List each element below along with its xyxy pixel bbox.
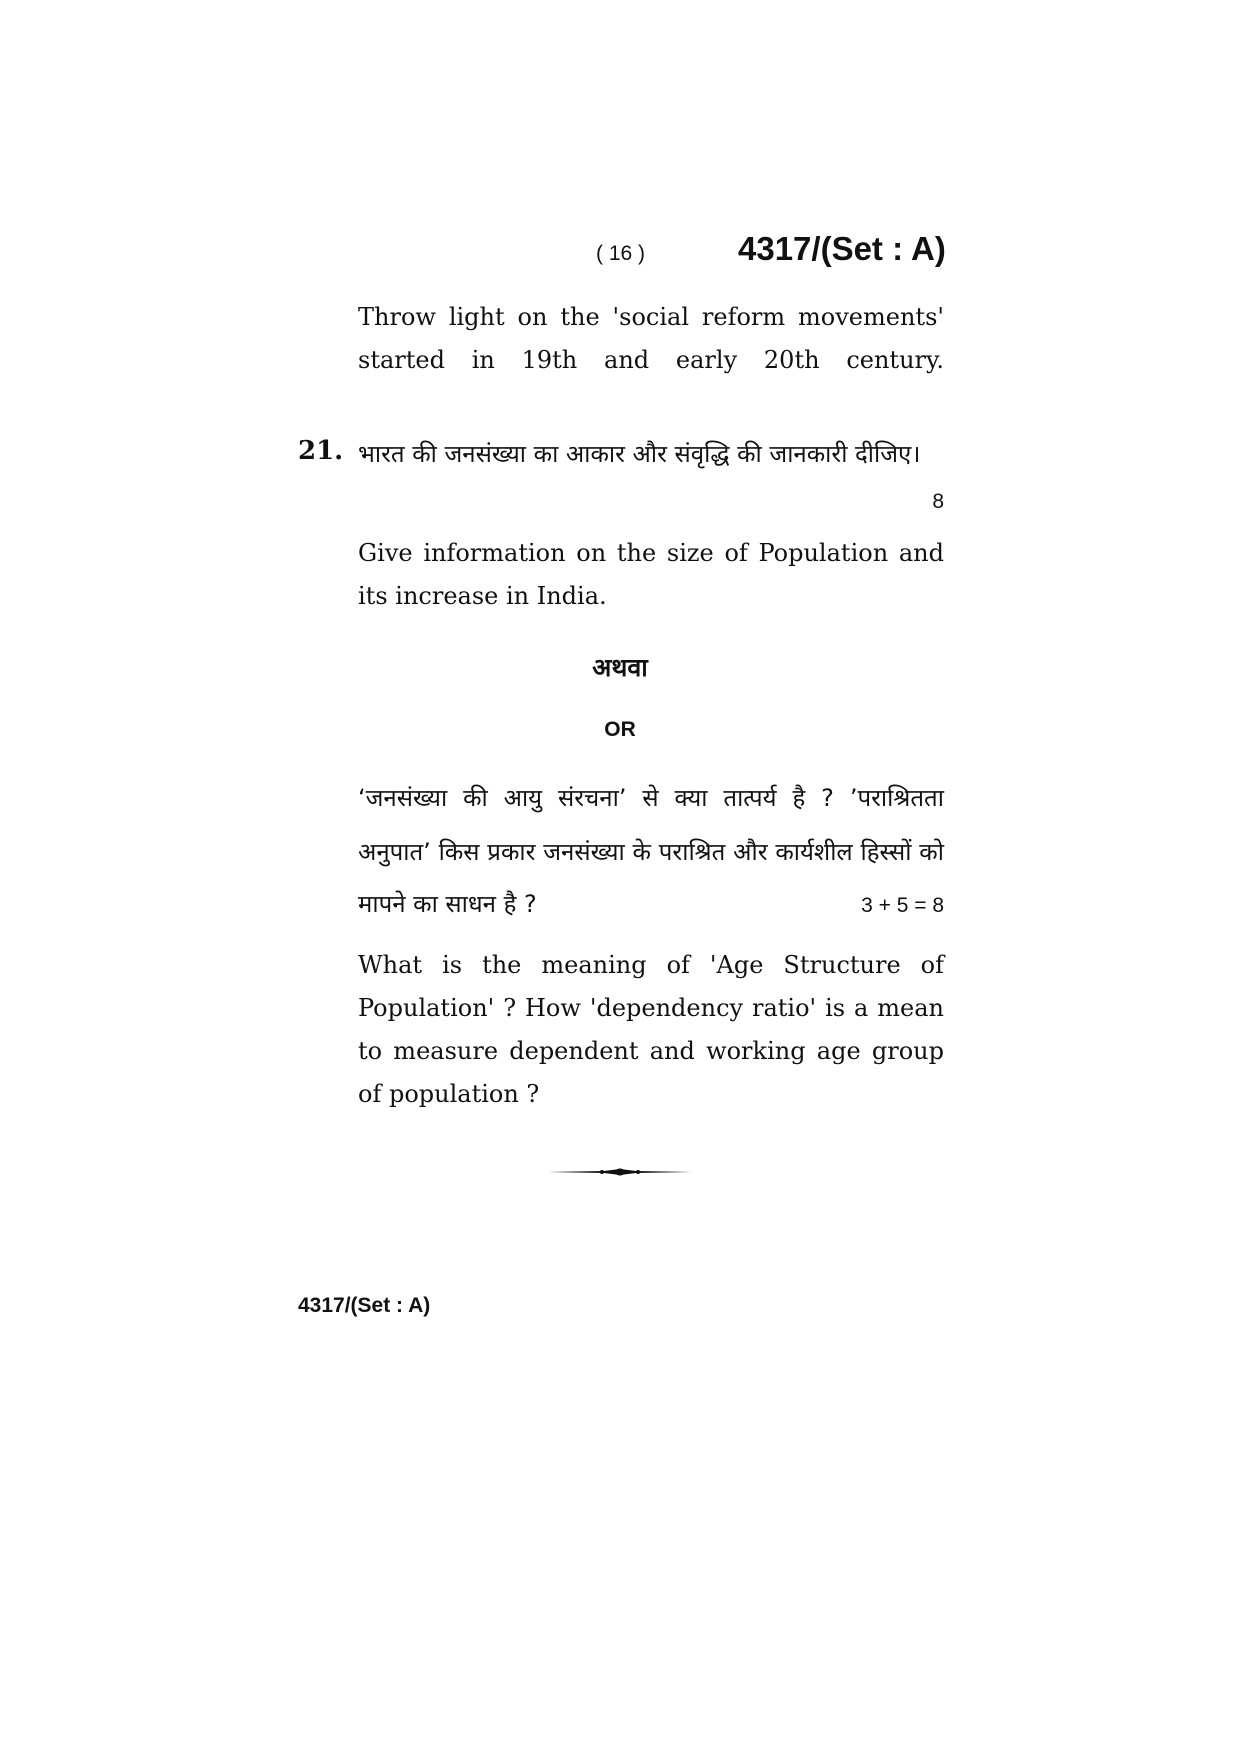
word: कार्यशील	[775, 838, 853, 866]
question-21-hindi: भारत की जनसंख्या का आकार और संवृद्धि की जानकारी दीजिए।	[358, 440, 921, 468]
question-number: 21.	[298, 436, 344, 466]
word: जनसंख्या	[543, 838, 625, 866]
previous-question-text: Throw light on the 'social reform movements' started in 19th and early 20th century.	[358, 303, 944, 374]
word: और	[733, 838, 768, 866]
alternative-english: What is the meaning of 'Age Structure of Population' ? How 'dependency ratio' is a mean to measure dependent and working age group of population ?	[358, 951, 944, 1108]
word: के	[632, 838, 651, 866]
word: तात्पर्य	[723, 784, 777, 812]
word: से	[642, 784, 659, 812]
word: किस	[438, 838, 480, 866]
word: को	[919, 838, 944, 866]
word: आयु	[503, 784, 543, 812]
word: अनुपात’	[358, 838, 431, 866]
alternative-marks: 3 + 5 = 8	[861, 894, 944, 917]
alternative-hindi-line-2	[358, 832, 944, 872]
word: ?	[821, 784, 834, 812]
word: ‘जनसंख्या	[358, 784, 448, 812]
question-21-english: Give information on the size of Population and its increase in India.	[358, 539, 944, 610]
word: क्या	[674, 784, 708, 812]
word: पराश्रित	[658, 838, 726, 866]
paper-code-header: 4317/(Set : A)	[738, 230, 946, 267]
or-english-heading: OR	[604, 718, 636, 741]
word: ’पराश्रितता	[849, 784, 944, 812]
end-ornament	[548, 1164, 692, 1180]
word: है	[792, 784, 806, 812]
previous-question-english	[358, 296, 944, 382]
word: की	[463, 784, 488, 812]
word: प्रकार	[487, 838, 536, 866]
word: हिस्सों	[860, 838, 912, 866]
word: संरचना’	[558, 784, 627, 812]
paper-code-footer: 4317/(Set : A)	[298, 1294, 431, 1317]
alternative-hindi-line-3: मापने का साधन है ?	[358, 890, 537, 918]
or-hindi-heading: अथवा	[592, 653, 648, 682]
question-21-marks: 8	[932, 490, 944, 513]
page-number: ( 16 )	[596, 242, 646, 265]
alternative-hindi-line-1	[358, 778, 944, 818]
